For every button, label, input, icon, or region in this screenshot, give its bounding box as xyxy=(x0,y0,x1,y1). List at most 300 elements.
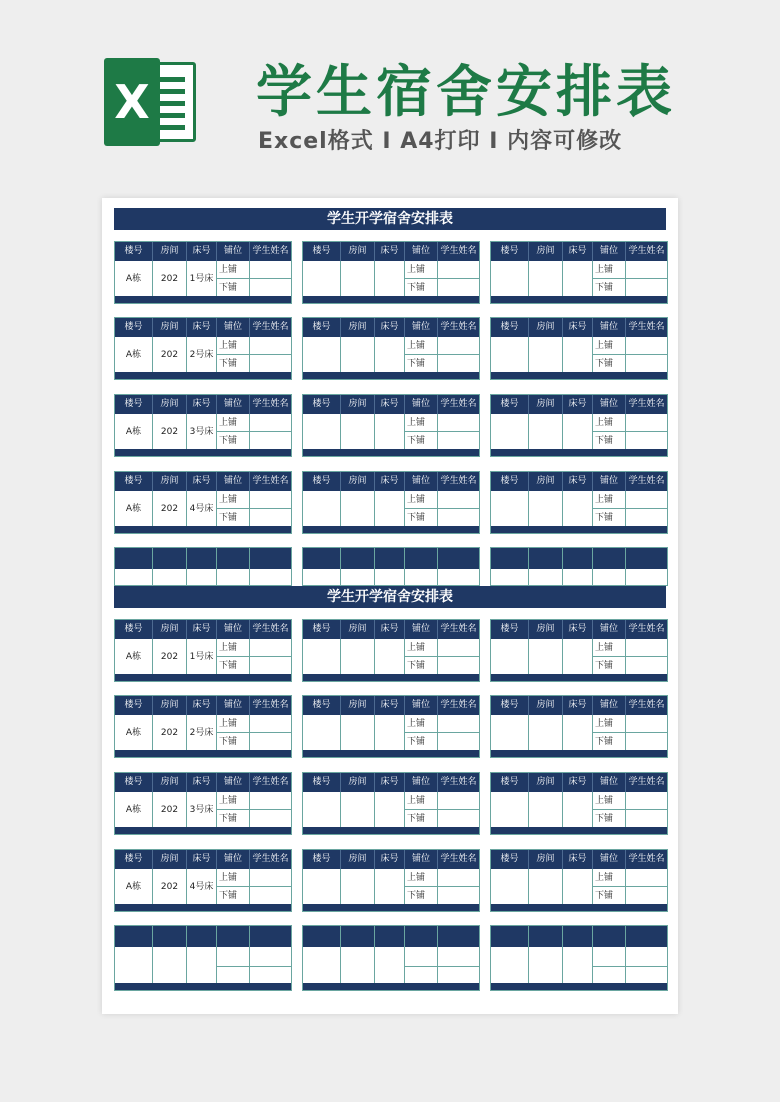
student-name-cell[interactable] xyxy=(438,279,479,297)
upper-bunk-label: 上铺 xyxy=(593,414,626,432)
student-name-cell[interactable] xyxy=(438,261,479,279)
room-cell[interactable] xyxy=(529,414,563,450)
column-header: 楼号 xyxy=(491,318,529,337)
building-cell[interactable] xyxy=(303,792,341,828)
room-cell: 202 xyxy=(153,414,187,450)
column-header: 床号 xyxy=(187,850,217,869)
bed-number-cell[interactable] xyxy=(375,491,405,527)
student-name-cell[interactable] xyxy=(626,414,667,432)
upper-bunk-label: 上铺 xyxy=(405,414,438,432)
table-header-row xyxy=(491,318,667,337)
building-cell: A栋 xyxy=(115,869,153,905)
room-cell[interactable] xyxy=(529,792,563,828)
student-name-cell[interactable] xyxy=(250,491,291,509)
column-header: 床号 xyxy=(375,773,405,792)
column-header: 房间 xyxy=(529,696,563,715)
student-name-cell[interactable] xyxy=(250,279,291,297)
building-cell: A栋 xyxy=(115,491,153,527)
student-name-cell[interactable] xyxy=(626,733,667,751)
student-name-cell[interactable] xyxy=(626,337,667,355)
table-footer-bar xyxy=(303,372,479,379)
room-cell: 202 xyxy=(153,639,187,675)
column-header: 楼号 xyxy=(303,318,341,337)
table-row xyxy=(303,337,479,373)
building-cell: A栋 xyxy=(115,337,153,373)
upper-bunk-label: 上铺 xyxy=(405,639,438,657)
student-name-cell[interactable] xyxy=(250,509,291,527)
table-footer-bar xyxy=(115,904,291,911)
grid-line xyxy=(592,926,593,990)
table-footer-bar xyxy=(115,449,291,456)
room-table xyxy=(114,695,292,758)
student-name-cell[interactable] xyxy=(626,279,667,297)
student-name-cell[interactable] xyxy=(626,792,667,810)
student-name-cell[interactable] xyxy=(250,432,291,450)
excel-logo-letter: X xyxy=(104,58,160,146)
room-cell[interactable] xyxy=(529,261,563,297)
lower-bunk-label: 下铺 xyxy=(217,810,250,828)
empty-table xyxy=(114,547,292,586)
lower-bunk-label: 下铺 xyxy=(405,657,438,675)
room-cell[interactable] xyxy=(341,337,375,373)
student-name-cell[interactable] xyxy=(626,715,667,733)
lower-bunk-label: 下铺 xyxy=(217,887,250,905)
grid-line xyxy=(625,548,626,585)
room-cell: 202 xyxy=(153,869,187,905)
column-header: 铺位 xyxy=(217,242,250,261)
bed-number-cell[interactable] xyxy=(563,715,593,751)
column-header: 床号 xyxy=(563,242,593,261)
table-footer-bar xyxy=(491,983,667,990)
student-name-cell[interactable] xyxy=(438,733,479,751)
column-header: 房间 xyxy=(153,318,187,337)
building-cell[interactable] xyxy=(491,337,529,373)
table-footer-bar xyxy=(303,904,479,911)
bed-number-cell[interactable] xyxy=(375,715,405,751)
table-footer-bar xyxy=(491,449,667,456)
column-header: 床号 xyxy=(563,318,593,337)
building-cell[interactable] xyxy=(303,261,341,297)
lower-bunk-label: 下铺 xyxy=(217,733,250,751)
room-cell: 202 xyxy=(153,491,187,527)
student-name-cell[interactable] xyxy=(626,657,667,675)
table-footer-bar xyxy=(115,750,291,757)
building-cell[interactable] xyxy=(491,261,529,297)
column-header: 房间 xyxy=(341,773,375,792)
table-footer-bar xyxy=(115,372,291,379)
column-header: 楼号 xyxy=(303,395,341,414)
bed-number-cell[interactable] xyxy=(563,414,593,450)
room-cell[interactable] xyxy=(529,639,563,675)
table-header-row xyxy=(491,395,667,414)
student-name-cell[interactable] xyxy=(438,509,479,527)
room-cell[interactable] xyxy=(529,715,563,751)
student-name-cell[interactable] xyxy=(626,491,667,509)
student-name-cell[interactable] xyxy=(250,792,291,810)
room-cell[interactable] xyxy=(529,491,563,527)
table-row xyxy=(491,414,667,450)
empty-table-header xyxy=(115,548,291,569)
table-footer-bar xyxy=(303,296,479,303)
column-header: 铺位 xyxy=(217,472,250,491)
column-header: 铺位 xyxy=(217,773,250,792)
column-header: 楼号 xyxy=(491,696,529,715)
student-name-cell[interactable] xyxy=(250,261,291,279)
column-header: 床号 xyxy=(187,318,217,337)
column-header: 学生姓名 xyxy=(252,700,289,710)
building-cell[interactable] xyxy=(303,869,341,905)
student-name-cell[interactable] xyxy=(626,355,667,373)
table-row xyxy=(115,715,291,751)
upper-bunk-label: 上铺 xyxy=(405,491,438,509)
student-name-cell[interactable] xyxy=(438,715,479,733)
column-header: 楼号 xyxy=(115,850,153,869)
grid-line xyxy=(404,926,405,990)
table-header-row xyxy=(303,773,479,792)
room-table xyxy=(490,471,668,534)
column-header: 床号 xyxy=(375,850,405,869)
table-footer-bar xyxy=(303,827,479,834)
column-header: 铺位 xyxy=(217,620,250,639)
grid-line xyxy=(216,926,217,990)
room-cell[interactable] xyxy=(529,337,563,373)
student-name-cell[interactable] xyxy=(438,657,479,675)
table-row xyxy=(115,869,291,905)
table-header-row xyxy=(491,696,667,715)
room-cell[interactable] xyxy=(341,869,375,905)
column-header: 房间 xyxy=(341,696,375,715)
column-header: 楼号 xyxy=(115,395,153,414)
table-row xyxy=(303,414,479,450)
column-header: 床号 xyxy=(187,472,217,491)
bed-number-cell: 2号床 xyxy=(187,337,217,373)
page-title: 学生宿舍安排表 xyxy=(256,60,676,125)
bed-number-cell: 3号床 xyxy=(187,414,217,450)
column-header: 楼号 xyxy=(491,850,529,869)
lower-bunk-label: 下铺 xyxy=(405,887,438,905)
table-row xyxy=(303,491,479,527)
building-cell[interactable] xyxy=(303,491,341,527)
column-header: 楼号 xyxy=(115,696,153,715)
bed-number-cell[interactable] xyxy=(563,792,593,828)
column-header: 床号 xyxy=(375,472,405,491)
column-header: 房间 xyxy=(153,395,187,414)
table-footer-bar xyxy=(303,983,479,990)
student-name-cell[interactable] xyxy=(438,491,479,509)
lower-bunk-label: 下铺 xyxy=(405,432,438,450)
bed-number-cell[interactable] xyxy=(563,337,593,373)
column-header: 铺位 xyxy=(593,472,626,491)
bed-number-cell[interactable] xyxy=(563,639,593,675)
building-cell[interactable] xyxy=(303,715,341,751)
column-header: 铺位 xyxy=(217,696,250,715)
upper-bunk-label: 上铺 xyxy=(217,639,250,657)
room-cell[interactable] xyxy=(341,792,375,828)
grid-line xyxy=(249,926,250,990)
lower-bunk-label: 下铺 xyxy=(405,509,438,527)
student-name-cell[interactable] xyxy=(438,887,479,905)
column-header: 楼号 xyxy=(491,472,529,491)
bed-number-cell[interactable] xyxy=(375,261,405,297)
column-header: 房间 xyxy=(341,318,375,337)
student-name-cell[interactable] xyxy=(626,810,667,828)
column-header: 学生姓名 xyxy=(628,246,665,256)
room-table xyxy=(302,849,480,912)
room-table xyxy=(490,317,668,380)
room-table xyxy=(114,317,292,380)
room-cell: 202 xyxy=(153,715,187,751)
lower-bunk-label: 下铺 xyxy=(217,509,250,527)
table-footer-bar xyxy=(303,750,479,757)
student-name-cell[interactable] xyxy=(438,414,479,432)
grid-line xyxy=(186,926,187,990)
column-header: 学生姓名 xyxy=(440,476,477,486)
student-name-cell[interactable] xyxy=(626,639,667,657)
column-header: 铺位 xyxy=(405,242,438,261)
column-header: 楼号 xyxy=(115,242,153,261)
grid-line xyxy=(592,966,668,967)
column-header: 学生姓名 xyxy=(440,322,477,332)
column-header: 床号 xyxy=(563,773,593,792)
column-header: 学生姓名 xyxy=(628,476,665,486)
table-footer-bar xyxy=(491,372,667,379)
student-name-cell[interactable] xyxy=(438,639,479,657)
table-header-row xyxy=(115,395,291,414)
column-header: 床号 xyxy=(375,395,405,414)
table-row xyxy=(491,715,667,751)
bed-number-cell[interactable] xyxy=(375,639,405,675)
column-header: 铺位 xyxy=(593,773,626,792)
upper-bunk-label: 上铺 xyxy=(217,792,250,810)
student-name-cell[interactable] xyxy=(438,355,479,373)
column-header: 学生姓名 xyxy=(628,777,665,787)
room-table xyxy=(114,241,292,304)
lower-bunk-label: 下铺 xyxy=(405,810,438,828)
bed-number-cell: 1号床 xyxy=(187,261,217,297)
column-header: 铺位 xyxy=(593,395,626,414)
table-row xyxy=(491,337,667,373)
table-header-row xyxy=(303,620,479,639)
table-header-row xyxy=(115,318,291,337)
room-table xyxy=(490,695,668,758)
room-table xyxy=(490,241,668,304)
grid-line xyxy=(562,548,563,585)
column-header: 床号 xyxy=(187,696,217,715)
building-cell[interactable] xyxy=(491,792,529,828)
room-cell[interactable] xyxy=(341,414,375,450)
column-header: 楼号 xyxy=(303,696,341,715)
column-header: 床号 xyxy=(375,696,405,715)
bed-number-cell[interactable] xyxy=(375,869,405,905)
student-name-cell[interactable] xyxy=(250,733,291,751)
student-name-cell[interactable] xyxy=(250,869,291,887)
room-table xyxy=(114,394,292,457)
bed-number-cell[interactable] xyxy=(375,414,405,450)
student-name-cell[interactable] xyxy=(626,887,667,905)
building-cell[interactable] xyxy=(491,639,529,675)
grid-line xyxy=(186,548,187,585)
room-table xyxy=(490,772,668,835)
table-footer-bar xyxy=(303,449,479,456)
table-header-row xyxy=(491,472,667,491)
column-header: 楼号 xyxy=(115,318,153,337)
room-cell[interactable] xyxy=(341,715,375,751)
grid-line xyxy=(216,548,217,585)
room-table xyxy=(302,619,480,682)
table-footer-bar xyxy=(303,674,479,681)
room-table xyxy=(302,695,480,758)
upper-bunk-label: 上铺 xyxy=(405,792,438,810)
column-header: 房间 xyxy=(153,850,187,869)
student-name-cell[interactable] xyxy=(250,414,291,432)
table-row xyxy=(491,869,667,905)
column-header: 楼号 xyxy=(115,472,153,491)
student-name-cell[interactable] xyxy=(626,261,667,279)
column-header: 床号 xyxy=(563,620,593,639)
bed-number-cell[interactable] xyxy=(563,869,593,905)
column-header: 楼号 xyxy=(491,395,529,414)
student-name-cell[interactable] xyxy=(250,657,291,675)
building-cell[interactable] xyxy=(491,491,529,527)
column-header: 楼号 xyxy=(303,850,341,869)
bed-number-cell: 3号床 xyxy=(187,792,217,828)
building-cell: A栋 xyxy=(115,261,153,297)
table-header-row xyxy=(303,318,479,337)
table-footer-bar xyxy=(491,526,667,533)
upper-bunk-label: 上铺 xyxy=(593,792,626,810)
column-header: 学生姓名 xyxy=(628,624,665,634)
student-name-cell[interactable] xyxy=(626,432,667,450)
bed-number-cell[interactable] xyxy=(563,261,593,297)
student-name-cell[interactable] xyxy=(250,715,291,733)
upper-bunk-label: 上铺 xyxy=(593,715,626,733)
table-row xyxy=(491,792,667,828)
column-header: 床号 xyxy=(187,773,217,792)
upper-bunk-label: 上铺 xyxy=(593,639,626,657)
lower-bunk-label: 下铺 xyxy=(217,657,250,675)
lower-bunk-label: 下铺 xyxy=(593,887,626,905)
column-header: 学生姓名 xyxy=(252,777,289,787)
upper-bunk-label: 上铺 xyxy=(593,261,626,279)
lower-bunk-label: 下铺 xyxy=(593,657,626,675)
lower-bunk-label: 下铺 xyxy=(405,733,438,751)
student-name-cell[interactable] xyxy=(250,337,291,355)
upper-bunk-label: 上铺 xyxy=(593,491,626,509)
table-footer-bar xyxy=(303,526,479,533)
empty-table-header xyxy=(115,926,291,947)
upper-bunk-label: 上铺 xyxy=(405,869,438,887)
student-name-cell[interactable] xyxy=(250,810,291,828)
student-name-cell[interactable] xyxy=(438,432,479,450)
column-header: 房间 xyxy=(529,472,563,491)
column-header: 铺位 xyxy=(405,773,438,792)
column-header: 楼号 xyxy=(303,620,341,639)
table-header-row xyxy=(115,696,291,715)
room-cell[interactable] xyxy=(341,261,375,297)
excel-logo-icon xyxy=(100,52,200,152)
bed-number-cell: 2号床 xyxy=(187,715,217,751)
column-header: 楼号 xyxy=(491,620,529,639)
table-footer-bar xyxy=(115,827,291,834)
table-header-row xyxy=(115,472,291,491)
table-row xyxy=(303,261,479,297)
column-header: 房间 xyxy=(529,773,563,792)
table-header-row xyxy=(115,850,291,869)
building-cell[interactable] xyxy=(491,414,529,450)
room-table xyxy=(302,394,480,457)
column-header: 学生姓名 xyxy=(628,399,665,409)
building-cell[interactable] xyxy=(491,715,529,751)
room-cell[interactable] xyxy=(341,639,375,675)
student-name-cell[interactable] xyxy=(438,792,479,810)
column-header: 床号 xyxy=(375,318,405,337)
building-cell[interactable] xyxy=(303,337,341,373)
column-header: 楼号 xyxy=(303,472,341,491)
lower-bunk-label: 下铺 xyxy=(593,509,626,527)
column-header: 铺位 xyxy=(405,620,438,639)
room-table xyxy=(490,394,668,457)
bed-number-cell[interactable] xyxy=(375,337,405,373)
upper-bunk-label: 上铺 xyxy=(405,715,438,733)
room-table xyxy=(114,772,292,835)
room-table xyxy=(302,772,480,835)
page-subtitle: Excel格式 I A4打印 I 内容可修改 xyxy=(258,129,623,154)
student-name-cell[interactable] xyxy=(250,639,291,657)
room-table xyxy=(490,849,668,912)
room-cell[interactable] xyxy=(341,491,375,527)
bed-number-cell: 1号床 xyxy=(187,639,217,675)
column-header: 铺位 xyxy=(217,395,250,414)
bed-number-cell[interactable] xyxy=(375,792,405,828)
room-cell[interactable] xyxy=(529,869,563,905)
student-name-cell[interactable] xyxy=(438,337,479,355)
table-footer-bar xyxy=(491,827,667,834)
table-row xyxy=(491,639,667,675)
lower-bunk-label: 下铺 xyxy=(593,355,626,373)
table-header-row xyxy=(491,850,667,869)
grid-line xyxy=(340,926,341,990)
column-header: 铺位 xyxy=(405,850,438,869)
student-name-cell[interactable] xyxy=(626,869,667,887)
upper-bunk-label: 上铺 xyxy=(217,261,250,279)
column-header: 学生姓名 xyxy=(440,624,477,634)
room-table xyxy=(302,317,480,380)
student-name-cell[interactable] xyxy=(438,810,479,828)
bed-number-cell[interactable] xyxy=(563,491,593,527)
building-cell[interactable] xyxy=(303,414,341,450)
empty-table xyxy=(302,547,480,586)
upper-bunk-label: 上铺 xyxy=(217,337,250,355)
table-row xyxy=(303,639,479,675)
student-name-cell[interactable] xyxy=(626,509,667,527)
building-cell[interactable] xyxy=(303,639,341,675)
student-name-cell[interactable] xyxy=(438,869,479,887)
grid-line xyxy=(528,926,529,990)
student-name-cell[interactable] xyxy=(250,355,291,373)
sheet-banner-title: 学生开学宿舍安排表 xyxy=(114,208,666,230)
room-table xyxy=(114,849,292,912)
column-header: 房间 xyxy=(153,472,187,491)
column-header: 床号 xyxy=(375,242,405,261)
table-row xyxy=(115,414,291,450)
grid-line xyxy=(404,966,480,967)
building-cell[interactable] xyxy=(491,869,529,905)
lower-bunk-label: 下铺 xyxy=(405,279,438,297)
building-cell: A栋 xyxy=(115,414,153,450)
grid-line xyxy=(437,926,438,990)
table-footer-bar xyxy=(491,904,667,911)
student-name-cell[interactable] xyxy=(250,887,291,905)
